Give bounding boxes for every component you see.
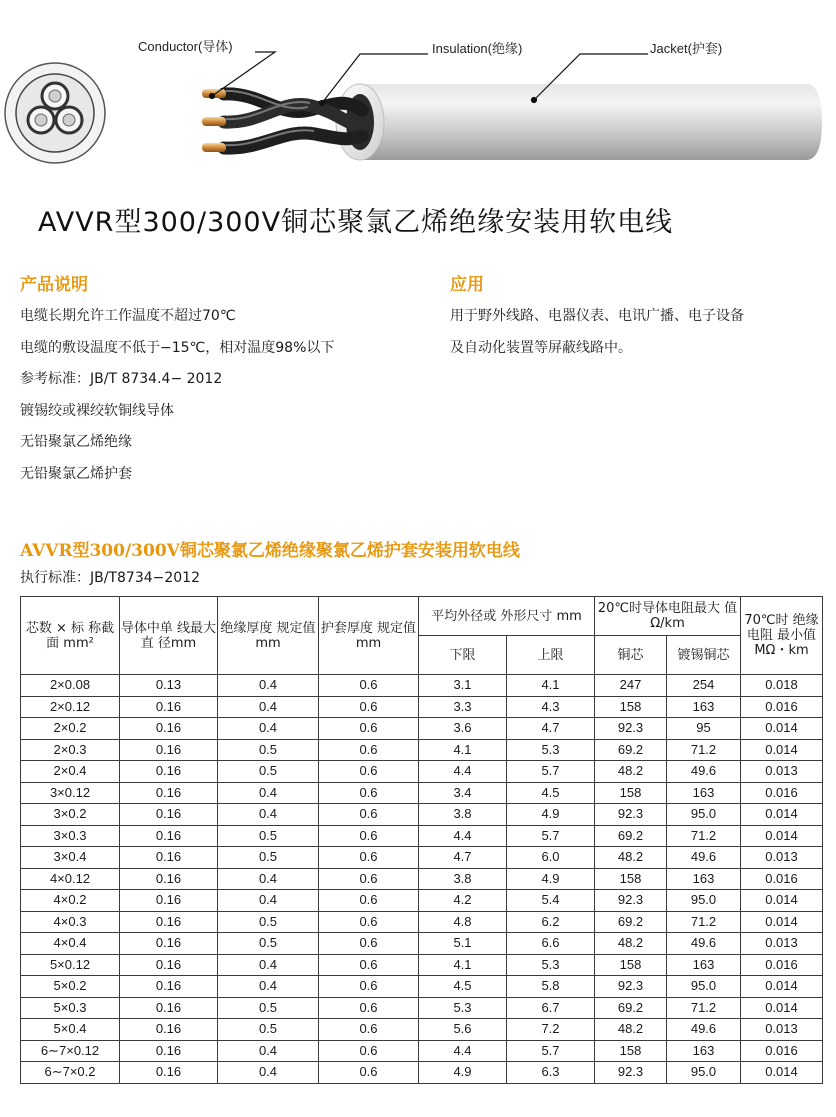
table-cell: 0.16 bbox=[120, 847, 218, 869]
table-cell: 0.16 bbox=[120, 976, 218, 998]
table-cell: 0.16 bbox=[120, 890, 218, 912]
table-cell: 0.6 bbox=[319, 739, 419, 761]
table-cell: 5.8 bbox=[507, 976, 595, 998]
table-cell: 3×0.2 bbox=[21, 804, 120, 826]
table-cell: 0.16 bbox=[120, 761, 218, 783]
table-row bbox=[21, 976, 823, 998]
table-cell: 4×0.3 bbox=[21, 911, 120, 933]
table-cell: 49.6 bbox=[667, 847, 741, 869]
table-cell: 0.6 bbox=[319, 933, 419, 955]
table-cell: 4.9 bbox=[419, 1062, 507, 1084]
table-standard: 执行标准：JB/T8734−2012 bbox=[20, 570, 200, 586]
table-cell: 0.014 bbox=[741, 911, 823, 933]
table-cell: 0.4 bbox=[218, 890, 319, 912]
table-cell: 4.4 bbox=[419, 825, 507, 847]
table-cell: 5.7 bbox=[507, 1040, 595, 1062]
spec-table-body bbox=[21, 675, 823, 1084]
table-cell: 254 bbox=[667, 675, 741, 697]
table-row bbox=[21, 847, 823, 869]
table-cell: 158 bbox=[595, 696, 667, 718]
insulation-icon bbox=[224, 91, 362, 148]
table-cell: 95 bbox=[667, 718, 741, 740]
description-item: 镀锡绞或裸绞软铜线导体 bbox=[20, 402, 174, 419]
application-heading: 应用 bbox=[450, 275, 484, 295]
description-heading: 产品说明 bbox=[20, 275, 88, 295]
table-cell: 2×0.12 bbox=[21, 696, 120, 718]
table-cell: 71.2 bbox=[667, 825, 741, 847]
table-cell: 95.0 bbox=[667, 890, 741, 912]
table-cell: 0.6 bbox=[319, 1062, 419, 1084]
table-row bbox=[21, 911, 823, 933]
table-cell: 4×0.2 bbox=[21, 890, 120, 912]
table-cell: 0.6 bbox=[319, 868, 419, 890]
table-cell: 0.013 bbox=[741, 847, 823, 869]
table-cell: 48.2 bbox=[595, 1019, 667, 1041]
description-item: 电缆的敷设温度不低于−15℃，相对温度98%以下 bbox=[20, 339, 335, 356]
table-cell: 0.16 bbox=[120, 782, 218, 804]
table-cell: 0.6 bbox=[319, 976, 419, 998]
table-cell: 0.6 bbox=[319, 696, 419, 718]
table-cell: 0.016 bbox=[741, 868, 823, 890]
table-cell: 49.6 bbox=[667, 761, 741, 783]
table-cell: 2×0.3 bbox=[21, 739, 120, 761]
table-cell: 158 bbox=[595, 782, 667, 804]
table-cell: 0.16 bbox=[120, 911, 218, 933]
table-cell: 0.014 bbox=[741, 1062, 823, 1084]
table-cell: 5×0.12 bbox=[21, 954, 120, 976]
application-line: 用于野外线路、电器仪表、电讯广播、电子设备 bbox=[450, 308, 744, 324]
table-cell: 0.16 bbox=[120, 1019, 218, 1041]
table-row bbox=[21, 825, 823, 847]
table-row bbox=[21, 782, 823, 804]
table-cell: 0.5 bbox=[218, 739, 319, 761]
table-cell: 0.016 bbox=[741, 1040, 823, 1062]
table-cell: 0.16 bbox=[120, 933, 218, 955]
table-cell: 4.7 bbox=[507, 718, 595, 740]
table-cell: 0.6 bbox=[319, 954, 419, 976]
table-cell: 5.6 bbox=[419, 1019, 507, 1041]
table-cell: 0.5 bbox=[218, 997, 319, 1019]
table-cell: 3.6 bbox=[419, 718, 507, 740]
table-cell: 163 bbox=[667, 696, 741, 718]
table-cell: 4.4 bbox=[419, 761, 507, 783]
table-cell: 2×0.08 bbox=[21, 675, 120, 697]
callout-conductor-label: Conductor(导体) bbox=[138, 39, 233, 54]
table-cell: 0.016 bbox=[741, 782, 823, 804]
table-cell: 4.8 bbox=[419, 911, 507, 933]
cross-section-icon bbox=[5, 63, 105, 163]
table-cell: 0.6 bbox=[319, 782, 419, 804]
table-cell: 0.014 bbox=[741, 997, 823, 1019]
table-cell: 4.2 bbox=[419, 890, 507, 912]
cable-illustration bbox=[0, 0, 836, 190]
table-row bbox=[21, 761, 823, 783]
description-item: 无铅聚氯乙烯绝缘 bbox=[20, 434, 132, 450]
table-cell: 4.1 bbox=[419, 954, 507, 976]
table-cell: 92.3 bbox=[595, 890, 667, 912]
table-cell: 0.5 bbox=[218, 911, 319, 933]
table-cell: 0.014 bbox=[741, 890, 823, 912]
table-cell: 0.16 bbox=[120, 1062, 218, 1084]
table-cell: 4.5 bbox=[419, 976, 507, 998]
table-cell: 0.013 bbox=[741, 761, 823, 783]
table-cell: 247 bbox=[595, 675, 667, 697]
table-cell: 69.2 bbox=[595, 825, 667, 847]
table-cell: 0.6 bbox=[319, 890, 419, 912]
table-row bbox=[21, 696, 823, 718]
table-cell: 6.2 bbox=[507, 911, 595, 933]
table-cell: 48.2 bbox=[595, 933, 667, 955]
table-cell: 4.7 bbox=[419, 847, 507, 869]
table-cell: 0.013 bbox=[741, 933, 823, 955]
table-cell: 2×0.2 bbox=[21, 718, 120, 740]
table-cell: 3.3 bbox=[419, 696, 507, 718]
table-cell: 0.6 bbox=[319, 718, 419, 740]
table-cell: 0.4 bbox=[218, 782, 319, 804]
table-cell: 5×0.4 bbox=[21, 1019, 120, 1041]
table-cell: 6∼7×0.12 bbox=[21, 1040, 120, 1062]
table-cell: 71.2 bbox=[667, 997, 741, 1019]
table-cell: 95.0 bbox=[667, 976, 741, 998]
header-od-upper: 上限 bbox=[507, 636, 595, 675]
table-cell: 0.5 bbox=[218, 825, 319, 847]
table-cell: 163 bbox=[667, 1040, 741, 1062]
table-row bbox=[21, 804, 823, 826]
header-cores: 芯数 × 标 称截面 mm² bbox=[21, 597, 120, 675]
table-cell: 0.016 bbox=[741, 954, 823, 976]
table-cell: 0.014 bbox=[741, 804, 823, 826]
header-copper: 铜芯 bbox=[595, 636, 667, 675]
jacket-icon bbox=[336, 84, 822, 160]
table-cell: 0.6 bbox=[319, 804, 419, 826]
table-cell: 4.9 bbox=[507, 804, 595, 826]
table-cell: 5.3 bbox=[419, 997, 507, 1019]
table-cell: 0.16 bbox=[120, 1040, 218, 1062]
table-cell: 0.16 bbox=[120, 718, 218, 740]
table-cell: 71.2 bbox=[667, 739, 741, 761]
table-cell: 163 bbox=[667, 868, 741, 890]
table-cell: 0.014 bbox=[741, 976, 823, 998]
table-cell: 0.4 bbox=[218, 868, 319, 890]
table-cell: 69.2 bbox=[595, 911, 667, 933]
table-cell: 0.018 bbox=[741, 675, 823, 697]
application-line: 及自动化装置等屏蔽线路中。 bbox=[450, 339, 632, 356]
table-cell: 4.1 bbox=[419, 739, 507, 761]
table-cell: 163 bbox=[667, 782, 741, 804]
table-cell: 6.6 bbox=[507, 933, 595, 955]
table-cell: 0.6 bbox=[319, 675, 419, 697]
table-cell: 0.4 bbox=[218, 1040, 319, 1062]
table-title: AVVR型300/300V铜芯聚氯乙烯绝缘聚氯乙烯护套安装用软电线 bbox=[20, 541, 520, 561]
table-cell: 5.3 bbox=[507, 954, 595, 976]
table-row bbox=[21, 718, 823, 740]
table-cell: 4.9 bbox=[507, 868, 595, 890]
table-cell: 5×0.2 bbox=[21, 976, 120, 998]
callout-insulation-label: Insulation(绝缘) bbox=[432, 41, 523, 56]
cable-drawing bbox=[0, 0, 836, 190]
table-cell: 0.013 bbox=[741, 1019, 823, 1041]
callout-jacket-label: Jacket(护套) bbox=[650, 41, 723, 56]
description-item: 电缆长期允许工作温度不超过70℃ bbox=[20, 308, 236, 324]
header-tinned-copper: 镀锡铜芯 bbox=[667, 636, 741, 675]
table-cell: 0.16 bbox=[120, 739, 218, 761]
table-cell: 0.016 bbox=[741, 696, 823, 718]
table-cell: 5.7 bbox=[507, 761, 595, 783]
table-cell: 0.5 bbox=[218, 847, 319, 869]
table-cell: 0.4 bbox=[218, 804, 319, 826]
table-cell: 0.13 bbox=[120, 675, 218, 697]
table-row bbox=[21, 933, 823, 955]
table-cell: 2×0.4 bbox=[21, 761, 120, 783]
table-cell: 4.3 bbox=[507, 696, 595, 718]
table-cell: 48.2 bbox=[595, 761, 667, 783]
table-cell: 49.6 bbox=[667, 933, 741, 955]
table-cell: 5.1 bbox=[419, 933, 507, 955]
table-cell: 0.16 bbox=[120, 804, 218, 826]
table-cell: 0.5 bbox=[218, 933, 319, 955]
table-cell: 3×0.12 bbox=[21, 782, 120, 804]
application-text bbox=[450, 305, 744, 368]
table-cell: 0.6 bbox=[319, 761, 419, 783]
table-cell: 0.4 bbox=[218, 1062, 319, 1084]
header-outer-diameter: 平均外径或 外形尺寸 mm bbox=[419, 597, 595, 636]
table-cell: 4.4 bbox=[419, 1040, 507, 1062]
table-cell: 49.6 bbox=[667, 1019, 741, 1041]
header-wire-diameter: 导体中单 线最大直 径mm bbox=[120, 597, 218, 675]
table-cell: 0.6 bbox=[319, 997, 419, 1019]
table-cell: 158 bbox=[595, 954, 667, 976]
description-item: 无铅聚氯乙烯护套 bbox=[20, 465, 132, 482]
table-cell: 158 bbox=[595, 1040, 667, 1062]
header-resistance-20c: 20℃时导体电阻最大 值Ω/km bbox=[595, 597, 741, 636]
table-cell: 3.8 bbox=[419, 868, 507, 890]
table-cell: 5.3 bbox=[507, 739, 595, 761]
description-item: 参考标准：JB/T 8734.4− 2012 bbox=[20, 371, 223, 387]
table-cell: 5.4 bbox=[507, 890, 595, 912]
table-cell: 0.16 bbox=[120, 954, 218, 976]
description-list bbox=[20, 305, 334, 494]
table-cell: 5×0.3 bbox=[21, 997, 120, 1019]
header-insulation-resistance-70c: 70℃时 绝缘电阻 最小值 MΩ・km bbox=[741, 597, 823, 675]
table-cell: 48.2 bbox=[595, 847, 667, 869]
table-cell: 158 bbox=[595, 868, 667, 890]
table-cell: 3×0.4 bbox=[21, 847, 120, 869]
table-cell: 0.6 bbox=[319, 1019, 419, 1041]
table-cell: 163 bbox=[667, 954, 741, 976]
table-cell: 92.3 bbox=[595, 976, 667, 998]
table-cell: 0.16 bbox=[120, 868, 218, 890]
table-cell: 0.014 bbox=[741, 739, 823, 761]
table-cell: 0.4 bbox=[218, 976, 319, 998]
table-row bbox=[21, 1040, 823, 1062]
table-cell: 0.5 bbox=[218, 761, 319, 783]
table-row bbox=[21, 890, 823, 912]
table-cell: 7.2 bbox=[507, 1019, 595, 1041]
table-cell: 4×0.4 bbox=[21, 933, 120, 955]
table-cell: 6.7 bbox=[507, 997, 595, 1019]
table-cell: 0.014 bbox=[741, 825, 823, 847]
table-cell: 5.7 bbox=[507, 825, 595, 847]
table-cell: 95.0 bbox=[667, 804, 741, 826]
table-cell: 0.4 bbox=[218, 718, 319, 740]
table-cell: 0.6 bbox=[319, 825, 419, 847]
table-cell: 92.3 bbox=[595, 718, 667, 740]
table-cell: 3×0.3 bbox=[21, 825, 120, 847]
table-row bbox=[21, 954, 823, 976]
table-cell: 6.0 bbox=[507, 847, 595, 869]
table-cell: 4.1 bbox=[507, 675, 595, 697]
table-cell: 92.3 bbox=[595, 1062, 667, 1084]
page-title: AVVR型300/300V铜芯聚氯乙烯绝缘安装用软电线 bbox=[38, 207, 674, 238]
table-cell: 69.2 bbox=[595, 739, 667, 761]
table-cell: 4×0.12 bbox=[21, 868, 120, 890]
header-sheath-thickness: 护套厚度 规定值 mm bbox=[319, 597, 419, 675]
table-cell: 3.4 bbox=[419, 782, 507, 804]
table-cell: 0.5 bbox=[218, 1019, 319, 1041]
table-row bbox=[21, 868, 823, 890]
header-od-lower: 下限 bbox=[419, 636, 507, 675]
table-cell: 0.16 bbox=[120, 825, 218, 847]
table-cell: 71.2 bbox=[667, 911, 741, 933]
table-cell: 0.16 bbox=[120, 997, 218, 1019]
table-cell: 0.6 bbox=[319, 1040, 419, 1062]
table-cell: 0.4 bbox=[218, 675, 319, 697]
table-cell: 92.3 bbox=[595, 804, 667, 826]
table-cell: 0.6 bbox=[319, 847, 419, 869]
table-cell: 95.0 bbox=[667, 1062, 741, 1084]
table-row bbox=[21, 997, 823, 1019]
table-cell: 4.5 bbox=[507, 782, 595, 804]
table-cell: 0.4 bbox=[218, 696, 319, 718]
table-cell: 6.3 bbox=[507, 1062, 595, 1084]
table-cell: 69.2 bbox=[595, 997, 667, 1019]
spec-table bbox=[20, 596, 823, 1084]
table-cell: 0.6 bbox=[319, 911, 419, 933]
table-cell: 6∼7×0.2 bbox=[21, 1062, 120, 1084]
table-row bbox=[21, 739, 823, 761]
table-cell: 3.1 bbox=[419, 675, 507, 697]
table-cell: 0.014 bbox=[741, 718, 823, 740]
table-cell: 0.4 bbox=[218, 954, 319, 976]
table-cell: 0.16 bbox=[120, 696, 218, 718]
table-row bbox=[21, 675, 823, 697]
table-row bbox=[21, 1062, 823, 1084]
table-cell: 3.8 bbox=[419, 804, 507, 826]
header-insulation-thickness: 绝缘厚度 规定值 mm bbox=[218, 597, 319, 675]
table-row bbox=[21, 1019, 823, 1041]
